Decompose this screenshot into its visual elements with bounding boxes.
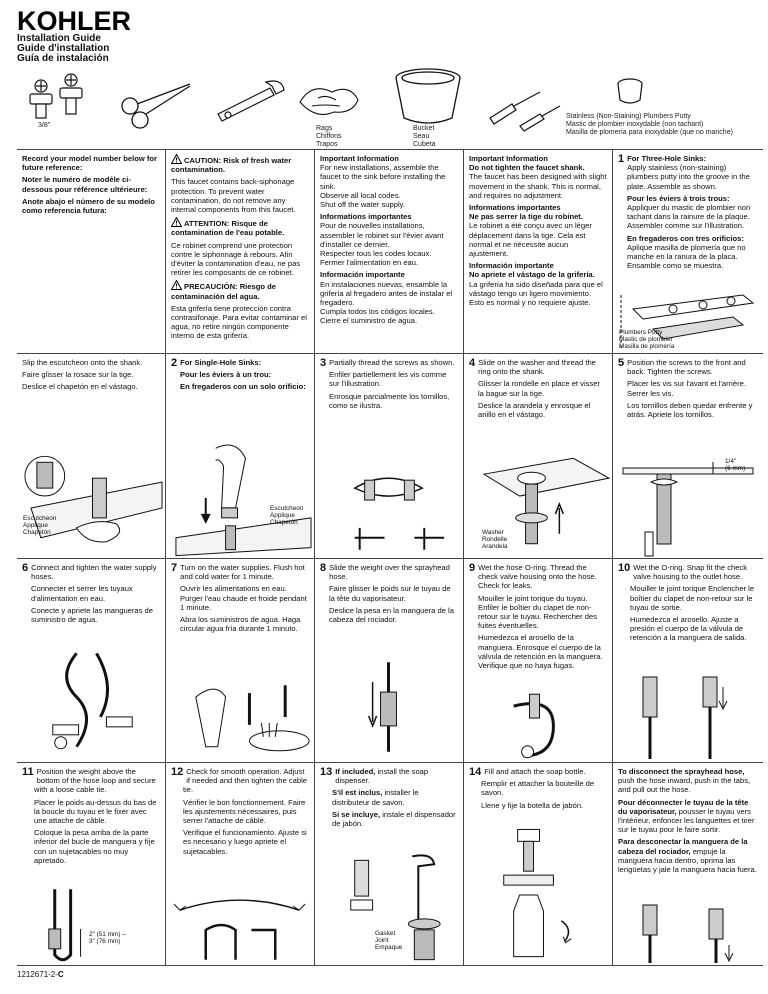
guide-title-en: Installation Guide [17, 33, 101, 44]
soap-bottle-illustration [464, 825, 612, 965]
info1-codes-en: Observe all local codes. [320, 190, 401, 200]
step3-es: Enrosque parcialmente los tornillos, como se ilustra. [329, 391, 450, 410]
escutcheon-cell [17, 354, 166, 559]
single-hole-illustration [166, 438, 314, 558]
caution-body-en: This faucet contains back-siphonage protection. To prevent water contamination, do not remove any internal components from this faucet. [171, 177, 296, 215]
step13-fr: installer le distributeur de savon. [332, 788, 419, 807]
step5-en: Position the screws to the front and back. Tighten the screws. [627, 358, 746, 377]
escutcheon-label-2 [270, 505, 303, 526]
step11-fr: Placer le poids au-dessus du bas de la boucle du tuyau et le fixer avec une attache de câble. [34, 797, 157, 826]
info1-body-fr: Pour de nouvelles installations, assembler le robinet sur l'évier avant d'installer ce dernier. [320, 221, 444, 249]
record-fr: Noter le numéro de modèle ci-dessous pour référence ultérieure: [22, 175, 148, 194]
screwdriver-icon [490, 92, 560, 131]
step13-en: install the soap dispenser. [335, 767, 429, 786]
step-6-cell [17, 559, 166, 763]
valve-size-label: 3/8" [38, 122, 51, 129]
step4-fr: Glisser la rondelle en place et visser la bague sur la tige. [478, 379, 600, 398]
info2-body-en: The faucet has been designed with slight movement in the shank. This is normal, and requires no adjustment. [469, 172, 607, 200]
step4-es: Deslice la arandela y enrosque el anillo en el vástago. [478, 400, 591, 420]
tools-illustration [0, 64, 768, 154]
step9-fr: Mouiller le joint torique du tuyau. Enfiler le boîtier du clapet de non-retour sur le tuyau. Rechercher des fuites éventuelles. [478, 593, 598, 631]
disconnect-title-fr: Pour déconnecter le tuyau de la tête du vaporisateur, [618, 797, 749, 816]
warning-icon [171, 154, 182, 164]
putty-label-line: Mastic de plombier [619, 336, 673, 343]
step-number: 11 [22, 766, 34, 778]
putty-label-fr: Mastic de plombier inoxydable (non tachant) [566, 121, 704, 128]
step6-fr: Connecter et serrer les tuyaux d'alimentation en eau. [31, 584, 133, 603]
hose-loop-illustration [17, 885, 165, 965]
rags-label-es: Trapos [316, 141, 338, 148]
smooth-operation-illustration [166, 890, 314, 965]
step13-bold-es: Si se incluye, [332, 809, 381, 819]
record-model-cell [17, 150, 166, 354]
step6-en: Connect and tighten the water supply hoses. [31, 563, 157, 582]
rags-label [316, 125, 342, 149]
step1-body-fr: Appliquer du mastic de plombier non tachant dans la rainure de la plaque. Assembler comme sur l'illustration. [627, 203, 751, 231]
step-number: 10 [618, 562, 631, 574]
step5-es: Los tornillos deben quedar enfrente y atrás. Apriete los tornillos. [627, 400, 753, 420]
step-1-cell [613, 150, 763, 354]
caution-cell [166, 150, 315, 354]
escutcheon-illustration [17, 448, 165, 558]
escutcheon-es: Deslice el chapetón en el vástago. [22, 382, 138, 392]
bucket-label-es: Cubeta [413, 141, 436, 148]
step12-fr: Vérifier le bon fonctionnement. Faire les ajustements nécessaires, puis serrer l'attache de câble. [183, 797, 306, 826]
rags-label-en: Rags [316, 125, 333, 132]
bucket-label [413, 125, 436, 149]
putty-label-line: Plumbers Putty [619, 329, 663, 336]
gap-label [725, 458, 745, 472]
step-11-cell [17, 763, 166, 966]
escutcheon-label-line: Chapetón [270, 519, 298, 526]
caution-title-en: CAUTION: Risk of fresh water contamination. [171, 156, 292, 175]
bucket-label-en: Bucket [413, 125, 435, 132]
supply-hoses-illustration [17, 647, 165, 762]
check-valve-illustration [464, 686, 612, 762]
step9-en: Wet the hose O-ring. Thread the check valve housing onto the hose. Check for leaks. [478, 563, 597, 591]
escutcheon-label-line: Escutcheon [23, 515, 57, 522]
step-4-cell [464, 354, 613, 559]
info2-title-fr: Informations importantes [469, 203, 561, 213]
step-2-cell [166, 354, 315, 559]
step6-es: Conecte y apriete las mangueras de suministro de agua. [31, 605, 153, 625]
info1-shutoff-fr: Fermer l'alimentation en eau. [320, 258, 419, 268]
step12-en: Check for smooth operation. Adjust if needed and then tighten the cable tie. [183, 767, 308, 795]
caution-title-es: PRECAUCIÓN: Riesgo de contaminación del agua. [171, 282, 276, 301]
warning-icon [171, 217, 182, 227]
info1-codes-es: Cumpla todos los códigos locales. [320, 307, 435, 317]
step-number: 1 [618, 153, 625, 165]
escutcheon-label-line: Applique [23, 522, 48, 529]
rags-label-fr: Chiffons [316, 133, 342, 140]
washer-label-line: Washer [482, 529, 504, 536]
disconnect-fr: pousser le tuyau vers l'intérieur, enfoncer les languettes et tirer sur le tuyau pour le faire sortir. [618, 806, 755, 835]
escutcheon-label-line: Escutcheon [270, 505, 304, 512]
step8-es: Deslice la pesa en la manguera de la cabeza del rociador. [329, 605, 454, 625]
step7-fr: Ouvrir les alimentations en eau. Purger l'eau chaude et froide pendant 1 minute. [180, 584, 307, 612]
gasket-label-line: Joint [375, 937, 389, 944]
disconnect-en: push the hose inward, push in the tabs, and pull out the hose. [618, 776, 751, 795]
step8-fr: Faire glisser le poids sur le tuyau de la tête du vaporisateur. [329, 584, 451, 603]
scissors-icon [122, 84, 190, 128]
shutoff-valve-icon [30, 74, 82, 118]
disconnect-title-en: To disconnect the sprayhead hose, [618, 767, 745, 776]
guide-title [17, 34, 109, 64]
step10-es: Humedezca el arosello. Ajuste a presión el cuerpo de la válvula de retención a la manguera de salida. [630, 615, 747, 643]
step-9-cell [464, 559, 613, 763]
doc-revision: C [57, 970, 64, 979]
washer-label-line: Arandela [482, 543, 508, 550]
disconnect-title-es: Para desconectar la manguera de la cabeza del rociador, [618, 837, 748, 856]
step14-es: Llene y fije la botella de jabón. [481, 800, 584, 810]
step1-title-fr: Pour les éviers à trois trous: [627, 193, 730, 203]
step-number: 2 [171, 357, 178, 369]
escutcheon-label [23, 515, 56, 536]
important-info-cell [315, 150, 464, 354]
washer-label-line: Rondelle [482, 536, 508, 543]
step3-en: Partially thread the screws as shown. [329, 358, 455, 367]
step-12-cell [166, 763, 315, 966]
step2-es: En fregaderos con un solo orificio: [180, 382, 306, 392]
guide-title-fr: Guide d'installation [17, 43, 110, 54]
record-es: Anote abajo el número de su modelo como referencia futura: [22, 196, 155, 216]
guide-title-es: Guía de instalación [17, 53, 109, 64]
putty-label-en: Stainless (Non-Staining) Plumbers Putty [566, 113, 691, 120]
step-13-cell [315, 763, 464, 966]
gasket-label-line: Gasket [375, 930, 396, 937]
info1-title-en: Important Information [320, 154, 399, 163]
washer-label [482, 529, 508, 550]
instruction-grid [17, 149, 763, 965]
caution-title-fr: ATTENTION: Risque de contamination de l'eau potable. [171, 219, 285, 238]
info1-codes-fr: Respecter tous les codes locaux. [320, 249, 432, 259]
step10-fr: Mouiller le joint torique Enclencher le boîtier du clapet de non-retour sur le tuyau de sortie. [630, 584, 755, 612]
disconnect-es: empuje la manguera hacia dentro, oprima las lengüetas y jale la manguera hacia fuera. [618, 846, 757, 875]
step13-bold-fr: S'il est inclus, [332, 788, 383, 798]
step-14-cell [464, 763, 613, 966]
step11-en: Position the weight above the bottom of the hose loop and secure with a loose cable tie. [34, 767, 156, 795]
distance-label-line: 3" (76 mm) [89, 938, 121, 945]
step13-bold-en: If included, [335, 767, 376, 776]
step8-en: Slide the weight over the sprayhead hose. [329, 563, 450, 582]
doc-number: 1212671-2- [17, 970, 58, 979]
step9-es: Humedezca el arosello de la manguera. Enrosque el cuerpo de la válvula de retención en la manguera. Verifique que no haya fugas. [478, 633, 603, 671]
step-number: 8 [320, 562, 327, 574]
weight-illustration [315, 652, 463, 762]
caution-body-es: Esta grifería tiene protección contra contrasifonaje. Para evitar contaminar el agua, no retire ningún componente interno de esta grifería. [171, 303, 307, 341]
info2-title-en: Important Information [469, 154, 548, 163]
bucket-label-fr: Seau [413, 133, 430, 140]
putty-label-es: Masilla de plomería para inoxydable (que no manche) [566, 129, 733, 136]
info2-sub-es: No apriete el vástago de la grifería. [469, 270, 595, 280]
escutcheon-en: Slip the escutcheon onto the shank. [22, 358, 143, 367]
gasket-label [375, 930, 402, 951]
caution-body-fr: Ce robinet comprend une protection contre le siphonnage à rebours. Afin d'éviter la contamination d'eau, ne pas retirer les composants de ce robinet. [171, 240, 301, 278]
step14-en: Fill and attach the soap bottle. [484, 767, 586, 776]
step-number: 9 [469, 562, 476, 574]
rags-icon [300, 89, 358, 115]
info2-sub-en: Do not tighten the faucet shank. [469, 163, 585, 173]
step-10-cell [613, 559, 763, 763]
info1-body-es: En instalaciones nuevas, ensamble la grifería al fregadero antes de instalar el fregadero. [320, 279, 453, 308]
step-number: 4 [469, 357, 476, 369]
putty-label [566, 113, 733, 137]
escutcheon-fr: Faire glisser la rosace sur la tige. [22, 370, 134, 380]
info2-body-es: La grifería ha sido diseñada para que el vástago tengo un ligero movimiento. Esto es normal y no requiere ajuste. [469, 279, 603, 308]
step-7-cell [166, 559, 315, 763]
gap-label-line: 1/4" [725, 458, 737, 465]
tools-strip [0, 64, 768, 154]
step12-es: Verifique el funcionamiento. Ajuste si es necesario y luego apriete el sujetacables. [183, 828, 307, 856]
step1-title-es: En fregaderos con tres orificios: [627, 233, 744, 243]
info1-shutoff-es: Cierre el suministro de agua. [320, 316, 418, 326]
gasket-label-line: Empaque [375, 944, 403, 951]
plumbers-putty-label [619, 329, 674, 350]
gap-label-line: (6 mm) [725, 465, 746, 472]
bucket-icon [396, 69, 460, 123]
record-en: Record your model number below for future reference: [22, 154, 158, 173]
step-5-cell [613, 354, 763, 559]
step1-title-en: For Three-Hole Sinks: [627, 154, 707, 163]
step-number: 3 [320, 357, 327, 369]
adjustable-wrench-icon [218, 81, 284, 121]
putty-jar-icon [618, 79, 642, 103]
step14-fr: Remplir et attacher la bouteille de savon. [481, 779, 595, 798]
step-number: 13 [320, 766, 333, 778]
info1-title-fr: Informations importantes [320, 212, 412, 222]
step13-es: instale el dispensador de jabón. [332, 809, 456, 829]
step4-en: Slide on the washer and thread the ring onto the shank. [478, 358, 596, 377]
weight-distance-label [89, 931, 126, 945]
distance-label-line: 2" (51 mm) – [89, 931, 126, 938]
step-number: 14 [469, 766, 482, 778]
step7-es: Abra los suministros de agua. Haga circular agua fría durante 1 minuto. [180, 615, 301, 634]
step-number: 12 [171, 766, 184, 778]
step-8-cell [315, 559, 464, 763]
step-number: 5 [618, 357, 625, 369]
step2-fr: Pour les éviers à un trou: [180, 370, 272, 380]
disconnect-illustration [613, 895, 763, 965]
step3-fr: Enfiler partiellement les vis comme sur l'illustration. [329, 370, 447, 389]
step2-en: For Single-Hole Sinks: [180, 358, 262, 367]
step11-es: Coloque la pesa arriba de la parte inferior del bucle de manguera y fíje con un sujetacables no muy apretado. [34, 828, 155, 865]
step7-en: Turn on the water supplies. Flush hot and cold water for 1 minute. [180, 563, 305, 582]
flush-water-illustration [166, 667, 314, 762]
escutcheon-label-line: Applique [270, 512, 295, 519]
step10-en: Wet the O-ring. Snap fit the check valve housing to the outlet hose. [633, 563, 748, 582]
step1-body-en: Apply stainless (non-staining) plumbers putty into the groove in the plate. Assemble as shown. [627, 163, 750, 191]
disconnect-cell [613, 763, 763, 966]
escutcheon-label-line: Chapetón [23, 529, 51, 536]
info2-title-es: Información importante [469, 261, 554, 271]
info2-body-fr: Le robinet a été conçu avec un léger déplacement dans la tige. Cela est normal et ne nécessite aucun ajustement. [469, 221, 592, 259]
outlet-hose-illustration [613, 667, 763, 762]
document-number [17, 970, 64, 979]
info1-shutoff-en: Shut off the water supply. [320, 200, 405, 210]
step-number: 7 [171, 562, 178, 574]
step1-body-es: Aplique masilla de plomería que no manche en la ranura de la placa. Ensamble como se muestra. [627, 242, 746, 271]
shank-info-cell [464, 150, 613, 354]
info2-sub-fr: Ne pas serrer la tige du robinet. [469, 212, 583, 222]
putty-label-line: Masilla de plomería [619, 343, 675, 350]
info1-title-es: Información importante [320, 270, 405, 280]
step-number: 6 [22, 562, 29, 574]
kohler-logo: KOHLER [17, 6, 131, 36]
info1-body-en: For new installations, assemble the faucet to the sink before installing the sink. [320, 163, 446, 191]
step5-fr: Placer les vis sur l'avant et l'arrière. Serrer les vis. [627, 379, 746, 398]
step-3-cell [315, 354, 464, 559]
screws-illustration [315, 458, 463, 558]
warning-icon [171, 280, 182, 290]
